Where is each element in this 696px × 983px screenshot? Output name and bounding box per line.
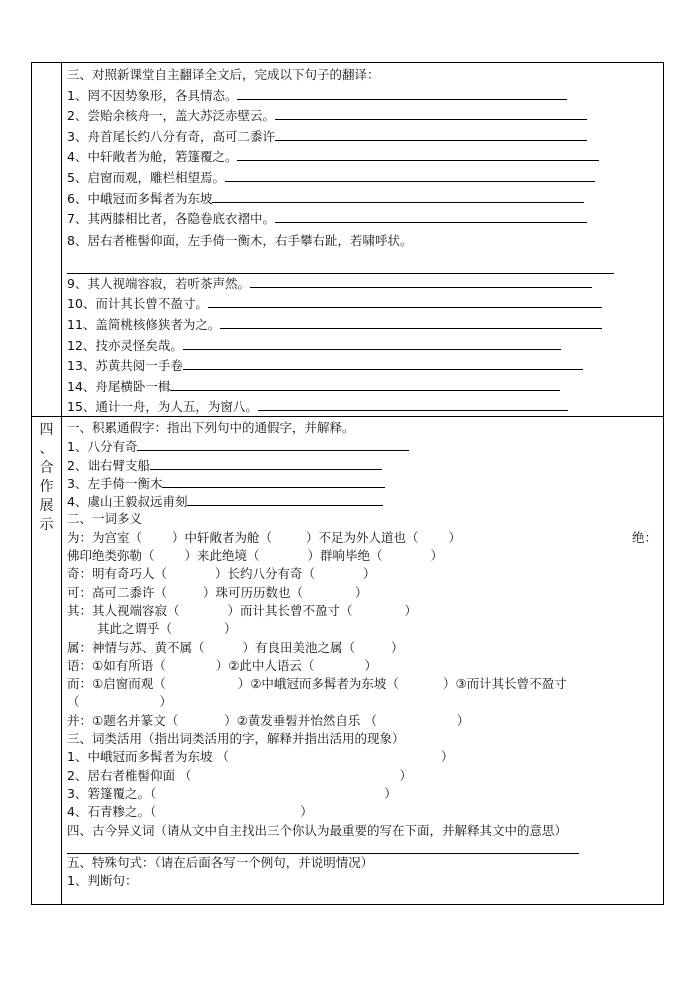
translation-item: 8、居右者椎髻仰面，左手倚一衡木，右手攀右趾，若啸呼状。: [67, 232, 413, 248]
answer-line[interactable]: [162, 474, 385, 488]
answer-line[interactable]: [212, 189, 584, 203]
answer-line[interactable]: [258, 397, 568, 411]
answer-line[interactable]: [183, 336, 561, 350]
translation-item: 9、其人视端容寂，若听茶声然。: [67, 274, 659, 295]
answer-line[interactable]: [208, 294, 602, 308]
translation-item: 7、其两膝相比者，各隐卷底衣褶中。: [67, 209, 659, 230]
polysemy-row-ke: 可：高可二黍许（ ）珠可历历数也（ ）: [67, 584, 368, 600]
polysemy-row-shu: 属：神情与苏、黄不属（ ）有良田美池之属（ ）: [67, 639, 404, 655]
tongjia-item: 2、诎右臂支船: [67, 456, 659, 474]
translation-item: 14、舟尾横卧一楫: [67, 377, 659, 398]
section-title: 三、词类活用（指出词类活用的字，解释并指出活用的现象）: [67, 731, 405, 747]
translation-section: [67, 65, 659, 418]
side-label: 四 、 合 作 展 示: [39, 422, 54, 533]
translation-item: 11、盖简桃核修狭者为之。: [67, 315, 659, 336]
tongjia-item: 4、虞山王毅叔远甫刻: [67, 492, 659, 510]
conversion-item: 3、箬篷覆之。（ ）: [67, 785, 397, 801]
answer-line[interactable]: [150, 456, 382, 470]
translation-item: 4、中轩敞者为舱，箬篷覆之。: [67, 147, 659, 168]
conversion-item: 4、石青糁之。（ ）: [67, 804, 313, 820]
polysemy-row-wei: 为：为宫室（ ）中轩敞者为舱（ ）不足为外人道也（ ） 绝：: [67, 529, 657, 545]
translation-item: 13、苏黄共阅一手卷: [67, 356, 659, 377]
translation-item: 6、中峨冠而多髯者为东坡: [67, 189, 659, 210]
polysemy-row-jue: 佛印绝类弥勒（ ）来此绝境（ ）群响毕绝（ ）: [67, 548, 444, 564]
sentence-pattern-item: 1、判断句：: [67, 873, 138, 889]
section-title: 二、一词多义: [67, 511, 143, 527]
answer-line[interactable]: [275, 209, 587, 223]
answer-line[interactable]: [183, 356, 583, 370]
answer-line[interactable]: [137, 437, 409, 451]
translation-item: 10、而计其长曾不盈寸。: [67, 294, 659, 315]
tongjia-item: 1、八分有奇: [67, 437, 659, 455]
column-divider: [61, 63, 62, 904]
section-title: 四、古今异义词（请从文中自主找出三个你认为最重要的写在下面，并解释其文中的意思）: [67, 822, 568, 838]
polysemy-row-qi: 其：其人视端容寂（ ）而计其长曾不盈寸（ ）: [67, 602, 418, 618]
tongjia-item: 3、左手倚一衡木: [67, 474, 659, 492]
answer-line[interactable]: [225, 168, 595, 182]
answer-line[interactable]: [275, 127, 587, 141]
answer-line[interactable]: [170, 377, 560, 391]
worksheet-table: [31, 62, 664, 905]
translation-item: 1、罔不因势象形，各具情态。: [67, 86, 659, 107]
answer-line[interactable]: [67, 840, 579, 854]
answer-line[interactable]: [237, 147, 599, 161]
conversion-item: 2、居右者椎髻仰面 （ ）: [67, 767, 412, 783]
polysemy-row-yu: 语：①如有所语（ ）②此中人语云（ ）: [67, 657, 377, 673]
translation-item: 15、通计一舟，为人五，为窗八。: [67, 397, 659, 418]
polysemy-row-er: 而：①启窗而观（ ）②中峨冠而多髯者为东坡（ ）③而计其长曾不盈寸: [67, 676, 567, 692]
answer-line[interactable]: [275, 106, 587, 120]
translation-item: 3、舟首尾长约八分有奇，高可二黍许: [67, 127, 659, 148]
section-title: 三、对照新课堂自主翻译全文后，完成以下句子的翻译：: [67, 67, 380, 82]
answer-line[interactable]: [220, 315, 602, 329]
translation-item: 5、启窗而观，雕栏相望焉。: [67, 168, 659, 189]
answer-line[interactable]: [237, 86, 567, 100]
answer-line[interactable]: [187, 492, 383, 506]
section-title: 一、积累通假字：指出下列句中的通假字，并解释。: [67, 420, 355, 435]
answer-line[interactable]: [67, 260, 614, 274]
translation-item: 12、技亦灵怪矣哉。: [67, 336, 659, 357]
polysemy-row-er2: （ ）: [67, 694, 173, 710]
section-title: 五、特殊句式：（请在后面各写一个例句，并说明情况）: [67, 854, 374, 870]
conversion-item: 1、中峨冠而多髯者为东坡 （ ）: [67, 749, 454, 765]
polysemy-row-qi-odd: 奇：明有奇巧人（ ）长约八分有奇（ ）: [67, 566, 376, 582]
answer-line[interactable]: [250, 274, 592, 288]
polysemy-row-bing: 并：①题名并篆文（ ）②黄发垂髫并怡然自乐 （ ）: [67, 712, 470, 728]
polysemy-row-qi2: 其此之谓乎（ ）: [97, 621, 237, 637]
translation-item: 2、尝贻余核舟一，盖大苏泛赤壁云。: [67, 106, 659, 127]
cooperation-section: [67, 419, 659, 890]
